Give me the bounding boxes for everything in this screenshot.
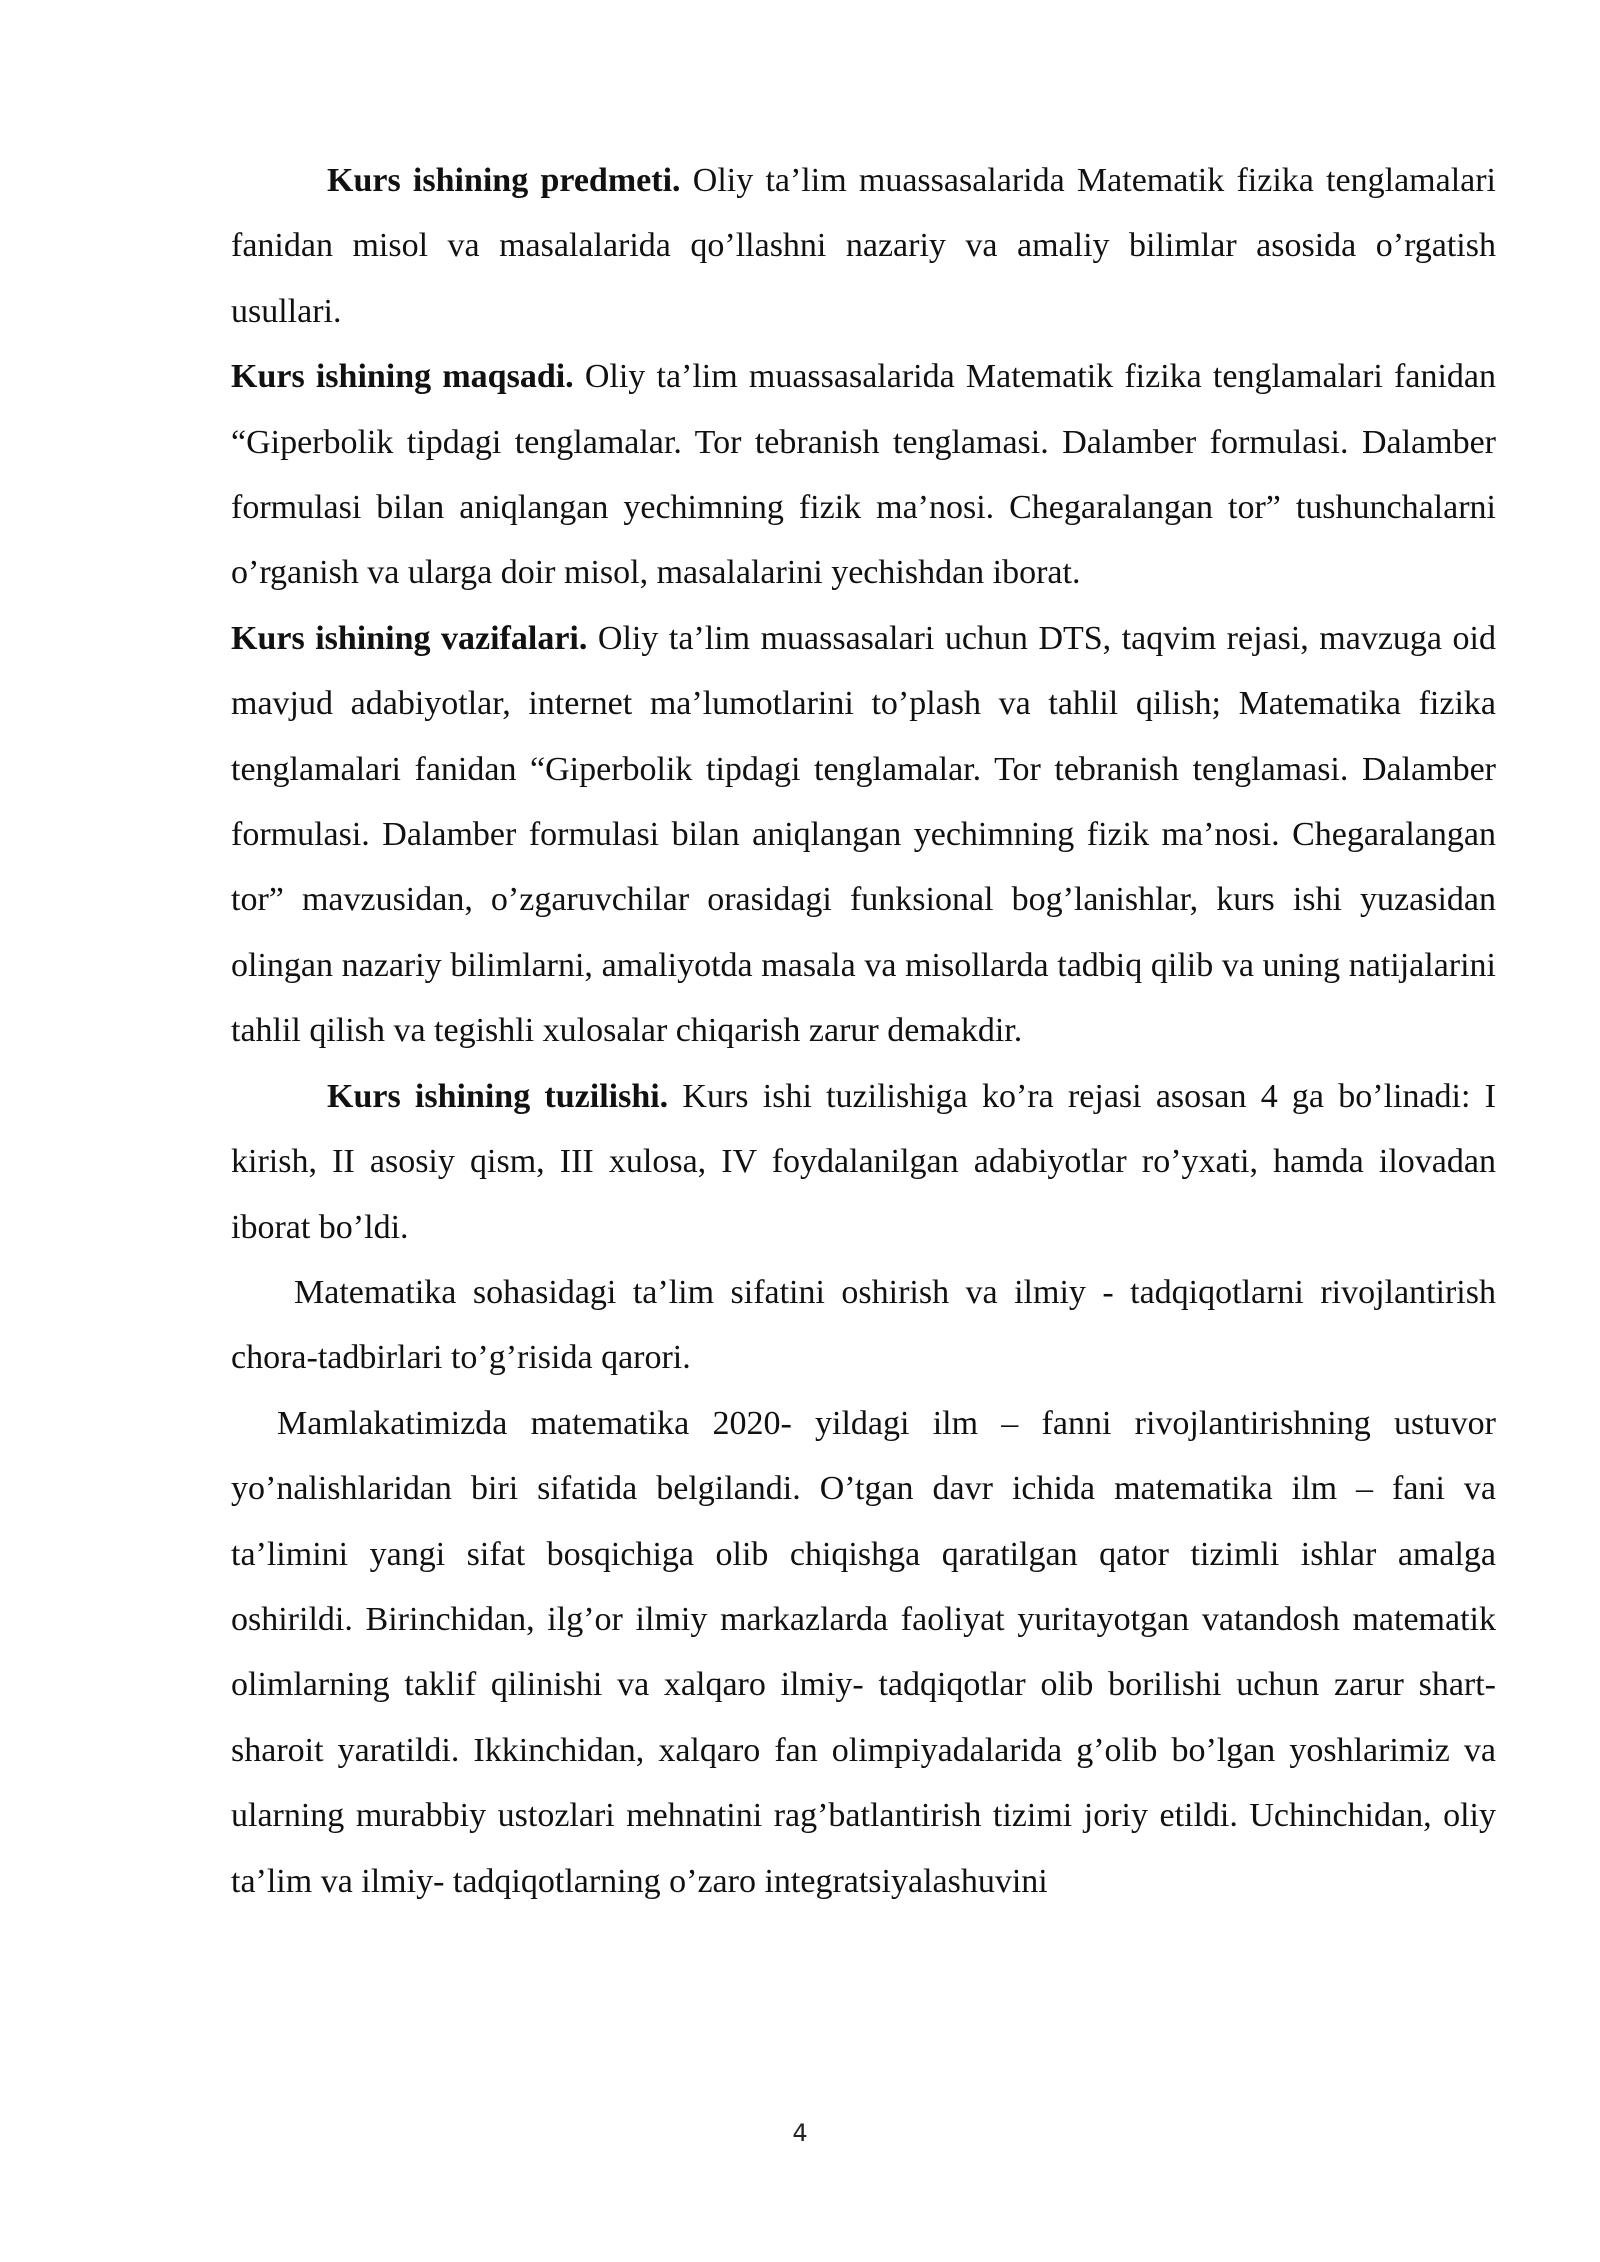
paragraph-goal-text: Oliy ta’lim muassasalarida Matematik fizika tenglamalari fanidan “Giperbolik tipdagi tenglamalar. Tor tebranish tenglamasi. Dalamber formulasi. Dalamber formulasi bilan aniqlangan yechimning fizik ma’nosi. Chegaralangan tor” tushunchalarni o’rganish va ularga doir misol, masalalarini yechishdan iborat. (231, 358, 1496, 592)
paragraph-resolution-text: Matematika sohasidagi ta’lim sifatini oshirish va ilmiy - tadqiqotlarni rivojlantirish chora-tadbirlari to’g’risida qarori. (231, 1273, 1496, 1377)
paragraph-subject-heading: Kurs ishining predmeti. (327, 162, 681, 199)
page-number: 4 (792, 2119, 808, 2147)
paragraph-structure-heading: Kurs ishining tuzilishi. (327, 1077, 669, 1115)
paragraph-goal-heading: Kurs ishining maqsadi. (231, 358, 574, 396)
paragraph-tasks-heading: Kurs ishining vazifalari. (231, 619, 588, 657)
paragraph-structure-text: Kurs ishi tuzilishiga ko’ra rejasi asosan 4 ga bo’linadi: I kirish, II asosiy qism, III xulosa, IV foydalanilgan adabiyotlar ro’yxati, hamda ilovadan iborat bo’ldi. (231, 1077, 1496, 1246)
paragraph-subject (231, 148, 1496, 344)
paragraph-resolution (231, 1260, 1496, 1391)
paragraph-subject-text: Oliy ta’lim muassasalarida Matematik fizika tenglamalari fanidan misol va masalalarida qo’llashni nazariy va amaliy bilimlar asosida o’rgatish usullari. (231, 162, 1497, 330)
paragraph-tasks-text: Oliy ta’lim muassasalari uchun DTS, taqvim rejasi, mavzuga oid mavjud adabiyotlar, internet ma’lumotlarini to’plash va tahlil qilish; Matematika fizika tenglamalari fanidan “Giperbolik tipdagi tenglamalar. Tor tebranish tenglamasi. Dalamber formulasi. Dalamber formulasi bilan aniqlangan yechimning fizik ma’nosi. Chegaralangan tor” mavzusidan, o’zgaruvchilar orasidagi funksional bog’lanishlar, kurs ishi yuzasidan olingan nazariy bilimlarni, amaliyotda masala va misollarda tadbiq qilib va uning natijalarini tahlil qilish va tegishli xulosalar chiqarish zarur demakdir. (231, 619, 1496, 1050)
document-page (231, 148, 1496, 2108)
paragraph-country-math-text: Mamlakatimizda matematika 2020- yildagi ilm – fanni rivojlantirishning ustuvor yo’nalishlaridan biri sifatida belgilandi. O’tgan davr ichida matematika ilm – fani va ta’limini yangi sifat bosqichiga olib chiqishga qaratilgan qator tizimli ishlar amalga oshirildi. Birinchidan, ilg’or ilmiy markazlarda faoliyat yuritayotgan vatandosh matematik olimlarning taklif qilinishi va xalqaro ilmiy- tadqiqotlar olib borilishi uchun zarur shart- sharoit yaratildi. Ikkinchidan, xalqaro fan olimpiyadalarida g’olib bo’lgan yoshlarimiz va ularning murabbiy ustozlari mehnatini rag’batlantirish tizimi joriy etildi. Uchinchidan, oliy ta’lim va ilmiy- tadqiqotlarning o’zaro integratsiyalashuvini (231, 1404, 1496, 1900)
paragraph-tasks (231, 606, 1496, 1064)
paragraph-goal (231, 344, 1496, 606)
paragraph-structure (231, 1064, 1496, 1260)
paragraph-country-math (231, 1391, 1496, 1914)
